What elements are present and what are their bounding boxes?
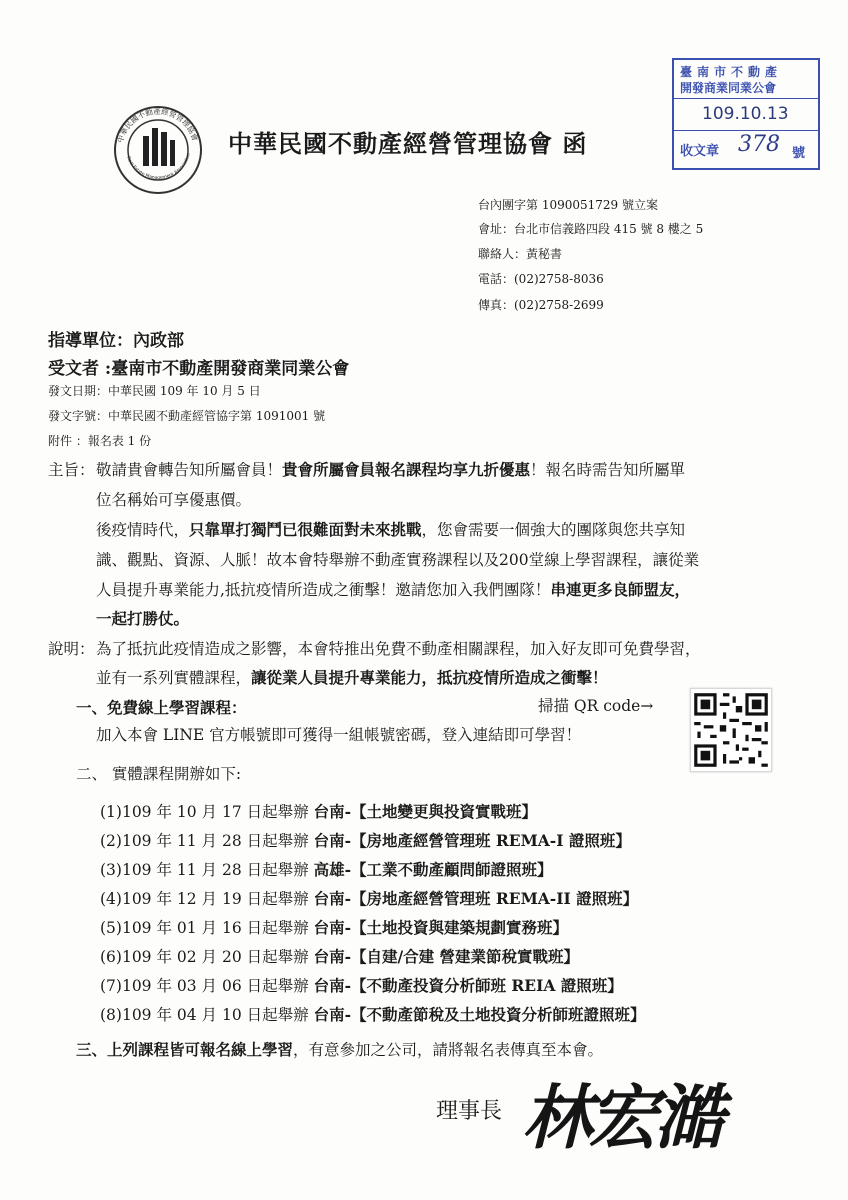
course-name: 【房地產經營管理班 REMA-I 證照班】 [351,831,631,850]
subject-line [96,518,685,540]
section3-note [76,1038,603,1060]
course-name: 【土地投資與建築規劃實務班】 [351,918,569,937]
subject-text: ！報名時需告知所屬單 [530,461,686,479]
attachment: 附件 ：報名表 1 份 [48,434,152,448]
subject-label: 主旨： [48,461,95,479]
course-date: (7)109 年 03 月 06 日起舉辦 [100,977,309,995]
registration-number: 台內團字第 1090051729 號立案 [478,198,658,212]
section1-heading: 一、免費線上學習課程： [76,698,247,717]
subject-line: 一起打勝仗。 [96,609,190,628]
course-name: 【自建/合建 營建業節稅實戰班】 [351,947,580,966]
course-item [100,800,537,822]
issue-number: 發文字號：中華民國不動產經管協字第 1091001 號 [48,409,326,423]
section3-text: ，有意參加之公司，請將報名表傳真至本會。 [293,1041,604,1059]
course-name: 【不動產投資分析師班 REIA 證照班】 [351,976,623,995]
qr-label: 掃描 QR code→ [538,697,654,715]
course-name: 【土地變更與投資實戰班】 [351,802,538,821]
stamp-recv-suffix: 號 [792,146,806,161]
svg-text:中華民國不動產經營管理協會: 中華民國不動產經營管理協會 [115,106,200,144]
supervising-unit: 指導單位：內政部 [48,331,184,351]
svg-text:林宏澔: 林宏澔 [522,1076,720,1159]
course-city: 台南- [313,802,351,821]
section2-heading: 二、 實體課程開辦如下: [76,765,242,783]
explanation-label: 說明： [48,640,95,658]
course-city: 台南- [313,889,351,908]
stamp-org [680,64,782,96]
issue-date: 發文日期：中華民國 109 年 10 月 5 日 [48,384,261,398]
subject-highlight: 只靠單打獨鬥已很難面對未來挑戰 [189,520,422,539]
course-item [100,974,623,996]
course-name: 【房地產經營管理班 REMA-II 證照班】 [351,889,639,908]
course-date: (5)109 年 01 月 16 日起舉辦 [100,919,309,937]
section3-highlight: 三、上列課程皆可報名線上學習 [76,1040,294,1059]
qr-code[interactable] [690,688,772,772]
course-city: 台南- [313,976,351,995]
course-city: 台南- [313,1005,351,1024]
subject-text: 人員提升專業能力,抵抗疫情所造成之衝擊！邀請您加入我們團隊！ [96,581,551,599]
explanation-line: 為了抵抗此疫情造成之影響，本會特推出免費不動產相關課程，加入好友即可免費學習， [96,640,701,658]
explanation-line [96,666,608,688]
subject-highlight: 串連更多良師盟友， [550,580,690,599]
stamp-date: 109.10.13 [702,104,789,124]
course-date: (4)109 年 12 月 19 日起舉辦 [100,890,309,908]
stamp-divider [674,130,818,131]
course-city: 高雄- [313,860,351,879]
document-title: 中華民國不動產經營管理協會 函 [228,129,588,158]
stamp-recv-label: 收文章 [680,144,720,159]
course-item [100,887,638,909]
received-stamp [672,58,820,170]
contact-person: 聯絡人：黃秘書 [478,247,563,261]
phone-number: 電話：(02)2758-8036 [478,272,604,286]
course-city: 台南- [313,918,351,937]
course-city: 台南- [313,947,351,966]
subject-highlight: 貴會所屬會員報名課程均享九折優惠 [282,460,531,479]
recipient: 受文者 :臺南市不動產開發商業同業公會 [48,359,350,379]
section1-text: 加入本會 LINE 官方帳號即可獲得一組帳號密碼，登入連結即可學習！ [96,726,582,744]
course-date: (6)109 年 02 月 20 日起舉辦 [100,948,309,966]
course-name: 【工業不動產顧問師證照班】 [351,860,553,879]
explanation-highlight: 讓從業人員提升專業能力，抵抗疫情所造成之衝擊！ [251,668,608,687]
subject-line: 位名稱始可享優惠價。 [96,491,252,509]
course-city: 台南- [313,831,351,850]
stamp-divider [674,98,818,99]
explanation-text: 並有一系列實體課程， [96,669,252,687]
course-date: (8)109 年 04 月 10 日起舉辦 [100,1006,309,1024]
chairman-label: 理事長 [436,1099,503,1124]
subject-line [96,578,690,600]
association-logo [112,104,204,196]
subject-line: 識、觀點、資源、人脈！故本會特舉辦不動產實務課程以及200堂線上學習課程，讓從業 [96,551,700,569]
subject-line [96,458,685,480]
course-item [100,829,631,851]
address: 會址：台北市信義路四段 415 號 8 樓之 5 [478,222,704,236]
subject-text: ，您會需要一個強大的團隊與您共享知 [421,521,686,539]
course-item [100,916,568,938]
chairman-signature [518,1066,758,1162]
stamp-org-line1: 臺南市不動產 [680,65,783,79]
stamp-org-line2: 開發商業同業公會 [680,81,777,95]
subject-text: 敬請貴會轉告知所屬會員！ [96,461,283,479]
course-item [100,945,579,967]
qr-code-icon [691,689,771,771]
stamp-recv-number: 378 [738,132,780,157]
subject-text: 後疫情時代， [96,521,190,539]
course-date: (2)109 年 11 月 28 日起舉辦 [100,832,309,850]
svg-text:Real Estate Management Associa: Real Estate Management Association [125,152,193,181]
course-item [100,858,553,880]
course-name: 【不動產節稅及土地投資分析師班證照班】 [351,1005,646,1024]
course-date: (3)109 年 11 月 28 日起舉辦 [100,861,309,879]
fax-number: 傳真：(02)2758-2699 [478,298,604,312]
course-date: (1)109 年 10 月 17 日起舉辦 [100,803,309,821]
course-item [100,1003,646,1025]
